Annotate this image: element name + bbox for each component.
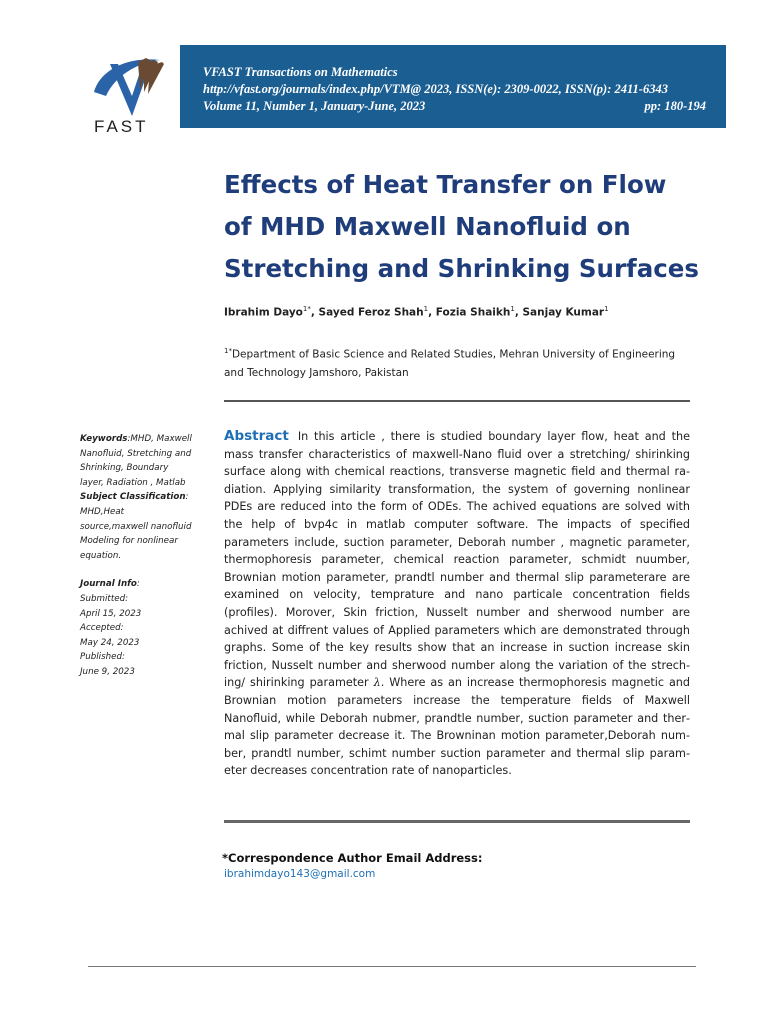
- author-list: Ibrahim Dayo$^{1*}$, Sayed Feroz Shah$^1$, Fozia Shaikh$^1$, Sanjay Kumar$^1$: [224, 305, 609, 319]
- subject-text: : MHD,Heat source,maxwell nanofluid Modeling for nonlinear equation.: [80, 492, 192, 561]
- author-mark: 1: [423, 305, 429, 313]
- abstract: [224, 428, 690, 780]
- journal-info-heading: [80, 577, 192, 592]
- divider-top: [224, 400, 690, 402]
- author-mark: 1: [604, 305, 609, 313]
- correspondence-label: *Correspondence Author Email Address:: [222, 851, 483, 865]
- subject-label: Subject Classification: [80, 492, 186, 503]
- journal-info-label: Journal Info: [80, 579, 137, 590]
- keywords-block: [80, 432, 192, 563]
- affiliation-text: Department of Basic Science and Related Studies, Mehran University of Engineering and Technology Jamshoro, Pakistan: [224, 348, 676, 379]
- abstract-text-part2: . Where as an increase thermophoresis magnetic and Brownian motion parameters increase the temperature fields of Maxwell Nanofluid, while Deborah nubmer, prandtle number, suction parameter and thermal slip parameter decrease it. The Browninan motion parameter,Deborah number, prandtl number, schimt number suction parameter and thermal slip parameter decreases concentration rate of nanoparticles.: [224, 676, 690, 778]
- submitted-date: April 15, 2023: [80, 608, 142, 619]
- keywords-label: Keywords: [80, 434, 128, 444]
- volume-line: [203, 98, 706, 115]
- author-name: Fozia Shaikh: [435, 306, 511, 319]
- author-mark: 1: [510, 305, 515, 313]
- title-line: Effects of Heat Transfer on Flow: [224, 170, 667, 199]
- lambda-symbol: λ: [373, 676, 381, 690]
- affiliation: [224, 342, 694, 382]
- volume-info: Volume 11, Number 1, January-June, 2023: [203, 99, 426, 113]
- footer-divider: [88, 966, 696, 967]
- title-line: Stretching and Shrinking Surfaces: [224, 254, 699, 283]
- divider-bottom: [224, 820, 690, 823]
- accepted-date: May 24, 2023: [80, 637, 140, 648]
- paper-title: [224, 164, 724, 290]
- author-mark: 1*: [302, 305, 311, 313]
- logo-text: FAST: [94, 117, 149, 136]
- page-range: pp: 180-194: [644, 99, 706, 113]
- title-line: of MHD Maxwell Nanofluid on: [224, 212, 631, 241]
- journal-name: VFAST Transactions on Mathematics: [203, 65, 398, 79]
- journal-banner: [180, 45, 726, 128]
- journal-url-issn[interactable]: http://vfast.org/journals/index.php/VTM@ 2023, ISSN(e): 2309-0022, ISSN(p): 2411-6343: [203, 82, 668, 96]
- accepted-label: Accepted:: [80, 623, 124, 634]
- correspondence-email-link[interactable]: ibrahimdayo143@gmail.com: [224, 868, 376, 880]
- published-date: June 9, 2023: [80, 666, 135, 677]
- affiliation-mark: 1*: [224, 347, 232, 355]
- abstract-text-part1: In this article , there is studied boundary layer flow, heat and the mass transfer characteristics of maxwell-Nano fluid over a stretching/ shirinking surface along with chemical reactions, transverse magnetic field and thermal radiation. Applying similarity transformation, the system of governing nonlinear PDEs are reduced into the form of ODEs. The achived equations are solved with the help of bvp4c in matlab computer software. The impacts of specified parameters include, suction parameter, Deborah number , magnetic parameter, thermophoresis parameter, chemical reaction parameter, schmidt nuumber, Brownian motion parameter, prandtl number and thermal slip parameterare are examined on velocity, temprature and nano particale concentration fields (profiles). Morover, Skin friction, Nusselt number and sherwood number are achived at diffrent values of Applied parameters which are demonstrated through graphs. Some of the key results show that an increase in suction increase skin friction, Nusselt number and sherwood number along the variation of the streching/ shirinking parameter: [224, 430, 690, 690]
- journal-info-colon: :: [136, 579, 140, 590]
- author-name: Sanjay Kumar: [522, 306, 605, 319]
- keywords-text: :MHD, Maxwell Nanofluid, Stretching and Shrinking, Boundary layer, Radiation , Matlab: [80, 434, 192, 488]
- author-name: Ibrahim Dayo: [224, 306, 303, 319]
- submitted-label: Submitted:: [80, 593, 129, 604]
- abstract-heading: Abstract: [224, 428, 289, 444]
- vfast-logo: [88, 52, 180, 136]
- published-label: Published:: [80, 652, 125, 663]
- article-info-sidebar: [80, 432, 192, 680]
- logo-brown-stripes: [138, 58, 164, 94]
- author-name: Sayed Feroz Shah: [318, 306, 424, 319]
